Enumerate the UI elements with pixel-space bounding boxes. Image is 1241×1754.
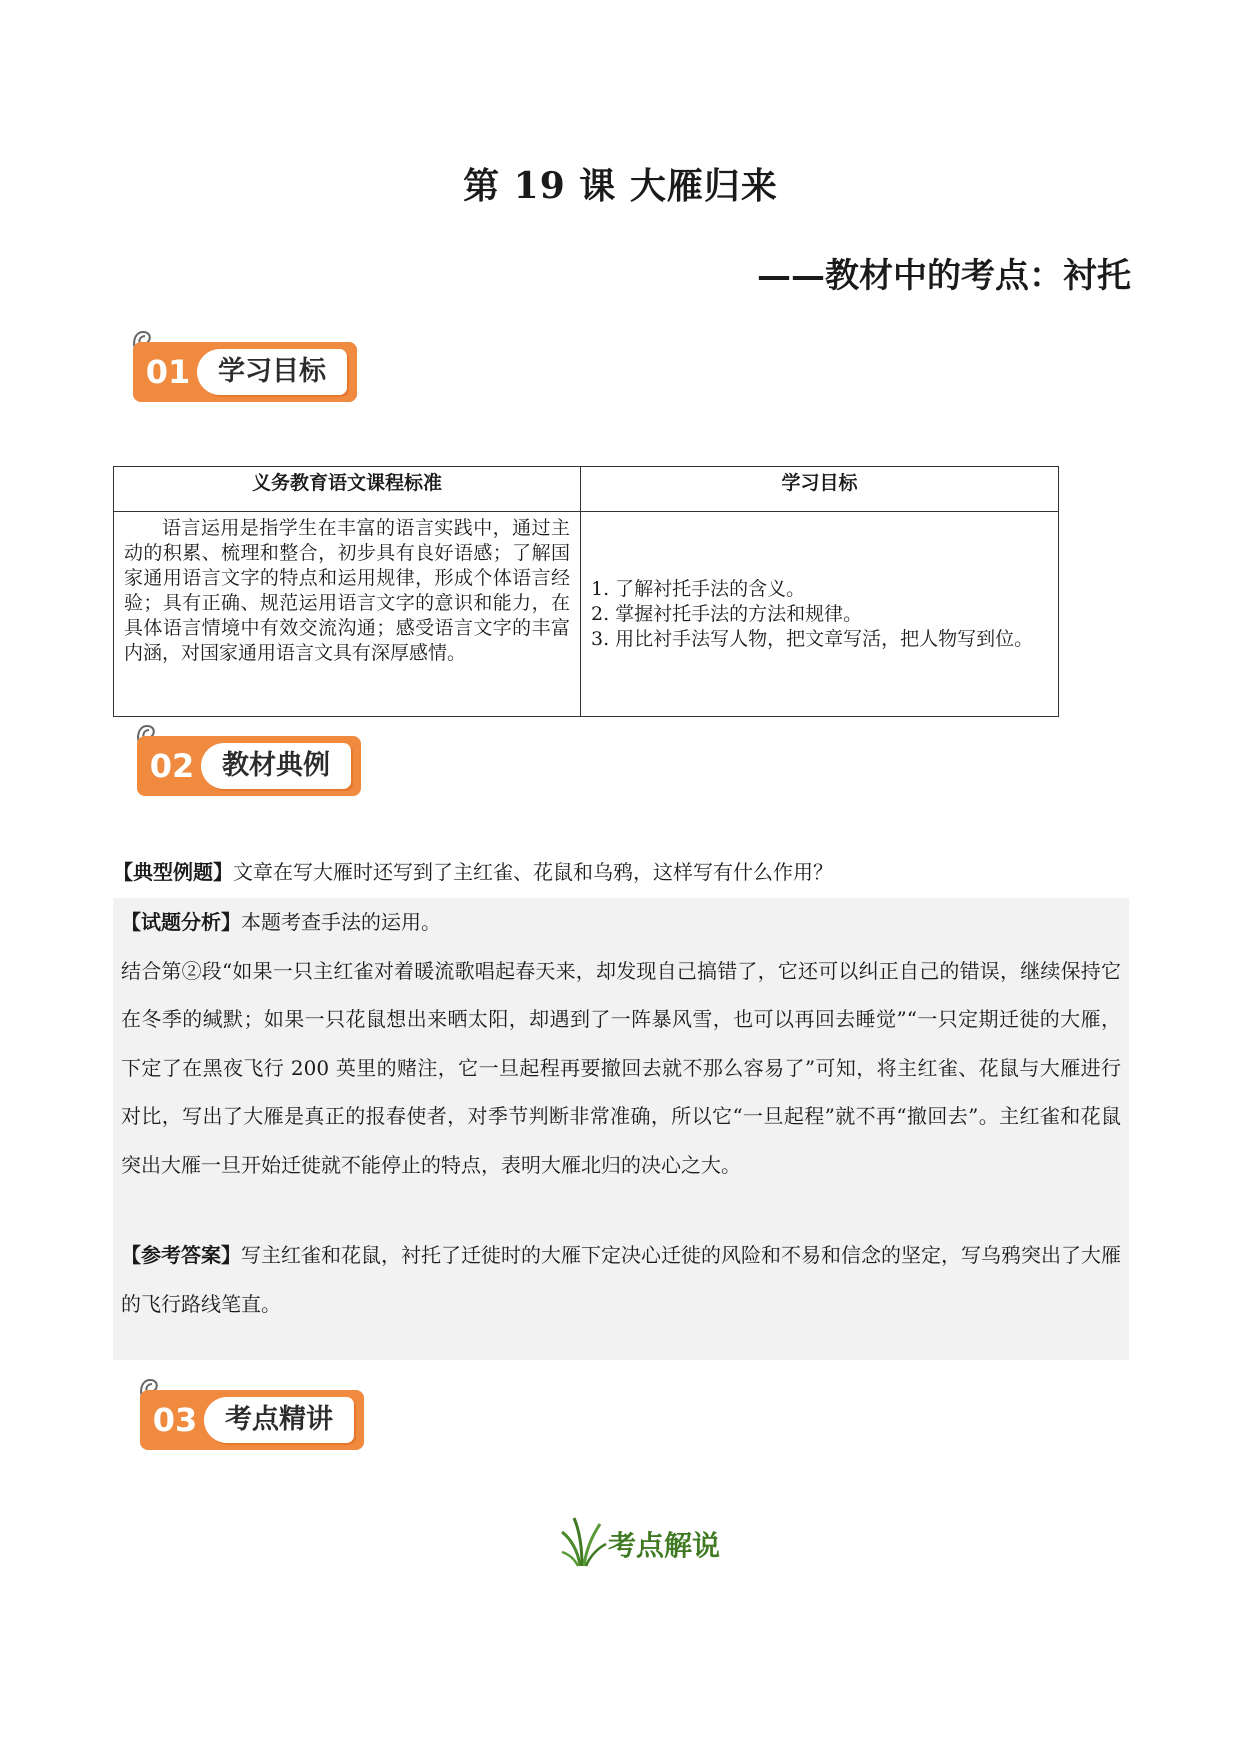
section-label: 学习目标 [197,349,347,395]
table-header-goals: 学习目标 [581,467,1059,512]
section-badge-01 [125,328,370,403]
answer-line [121,1231,1121,1328]
kaodian-heading [560,1510,740,1570]
section-label: 考点精讲 [204,1397,354,1443]
answer-text: 写主红雀和花鼠，衬托了迁徙时的大雁下定决心迁徙的风险和不易和信念的坚定，写乌鸦突出了大雁的飞行路线笔直。 [121,1243,1121,1316]
analysis-body: 结合第②段“如果一只主红雀对着暖流歌唱起春天来，却发现自己搞错了，它还可以纠正自己的错误，继续保持它在冬季的缄默；如果一只花鼠想出来晒太阳，却遇到了一阵暴风雪，也可以再回去睡觉”“一只定期迁徙的大雁，下定了在黑夜飞行 200 英里的赌注，它一旦起程再要撤回去就不那么容易了”可知，将主红雀、花鼠与大雁进行对比，写出了大雁是真正的报春使者，对季节判断非常准确，所以它“一旦起程”就不再“撤回去”。主红雀和花鼠突出大雁一旦开始迁徙就不能停止的特点，表明大雁北归的决心之大。 [121,958,1121,1177]
table-header-standard: 义务教育语文课程标准 [114,467,581,512]
page-subtitle: ——教材中的考点：衬托 [757,256,1131,296]
question-tag: 【典型例题】 [113,860,233,884]
analysis-intro-line [121,898,1121,947]
section-number: 03 [152,1401,198,1439]
analysis-box [113,898,1129,1360]
section-number: 01 [145,353,191,391]
question-text: 文章在写大雁时还写到了主红雀、花鼠和乌鸦，这样写有什么作用？ [233,860,833,884]
goals-list [581,512,1059,717]
grass-icon [560,1510,608,1570]
standard-text: 语言运用是指学生在丰富的语言实践中，通过主动的积累、梳理和整合，初步具有良好语感；了解国家通用语言文字的特点和运用规律，形成个体语言经验；具有正确、规范运用语言文字的意识和能力，在具体语言情境中有效交流沟通；感受语言文字的丰富内涵，对国家通用语言文具有深厚感情。 [114,512,581,717]
goal-item: 2. 掌握衬托手法的方法和规律。 [591,602,863,625]
section-number: 02 [149,747,195,785]
kaodian-label: 考点解说 [608,1529,721,1562]
goals-table [113,466,1059,717]
analysis-intro: 本题考查手法的运用。 [241,910,441,934]
section-label: 教材典例 [201,743,351,789]
answer-tag: 【参考答案】 [121,1243,241,1267]
goal-item: 3. 用比衬手法写人物，把文章写活，把人物写到位。 [591,627,1034,650]
section-badge-02 [129,722,374,797]
analysis-tag: 【试题分析】 [121,910,241,934]
page-title: 第 19 课 大雁归来 [463,165,778,207]
example-question [113,856,833,885]
section-badge-03 [132,1376,377,1451]
goal-item: 1. 了解衬托手法的含义。 [591,577,806,600]
